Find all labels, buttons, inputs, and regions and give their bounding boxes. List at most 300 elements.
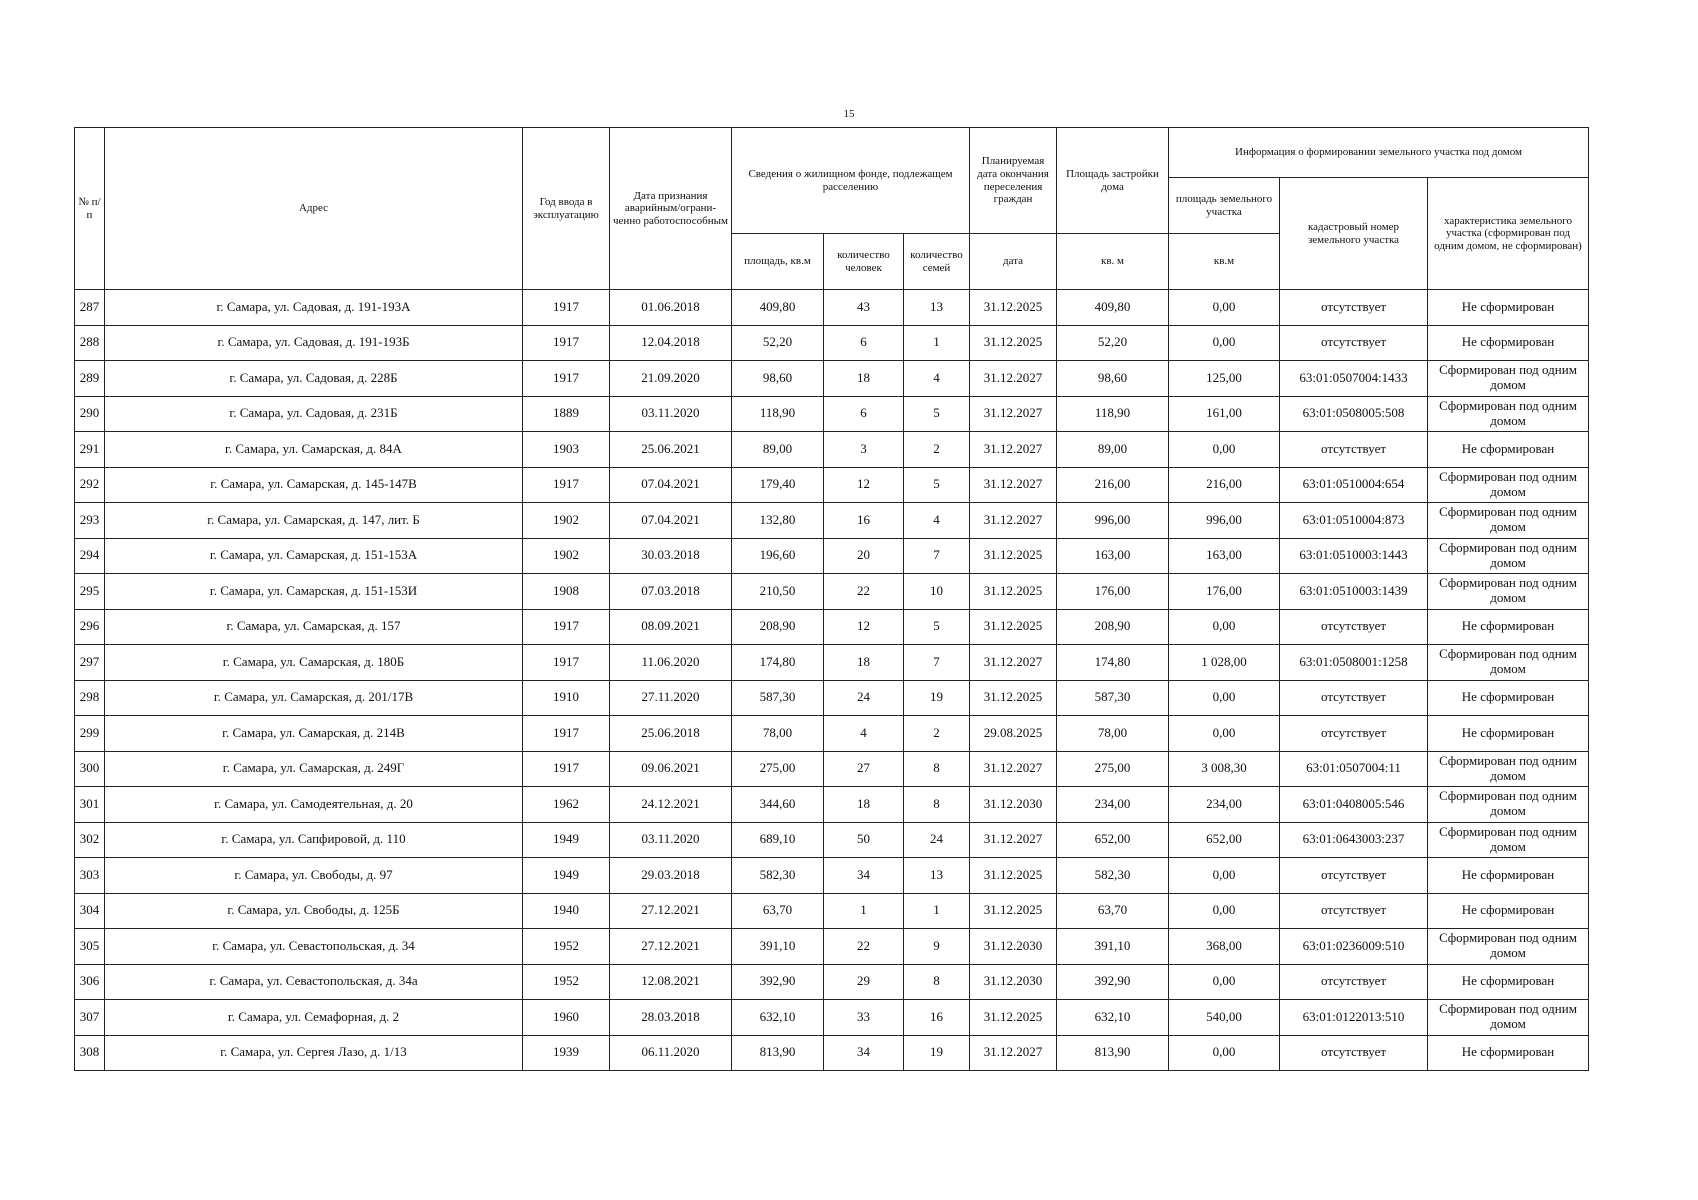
table-row: [75, 290, 1589, 326]
row-number: 299: [75, 716, 105, 752]
row-date-recognized: 07.04.2021: [610, 467, 732, 503]
row-characteristic: Не сформирован: [1428, 893, 1589, 929]
row-cadastral: 63:01:0507004:1433: [1280, 361, 1428, 397]
row-year: 1902: [523, 538, 610, 574]
row-cadastral: 63:01:0643003:237: [1280, 822, 1428, 858]
row-address: г. Самара, ул. Самарская, д. 145-147В: [105, 467, 523, 503]
header-housing-group: Сведения о жилищном фонде, подлежащем расселению: [732, 128, 970, 234]
row-year: 1903: [523, 432, 610, 468]
row-characteristic: Не сформирован: [1428, 716, 1589, 752]
row-land-area: 0,00: [1169, 716, 1280, 752]
row-planned-date: 31.12.2027: [970, 751, 1057, 787]
row-built-area: 216,00: [1057, 467, 1169, 503]
row-built-area: 234,00: [1057, 787, 1169, 823]
row-people: 18: [824, 361, 904, 397]
row-year: 1908: [523, 574, 610, 610]
row-built-area: 391,10: [1057, 929, 1169, 965]
row-characteristic: Не сформирован: [1428, 432, 1589, 468]
row-area: 409,80: [732, 290, 824, 326]
row-cadastral: отсутствует: [1280, 858, 1428, 894]
row-number: 294: [75, 538, 105, 574]
row-planned-date: 31.12.2030: [970, 964, 1057, 1000]
row-date-recognized: 25.06.2021: [610, 432, 732, 468]
row-characteristic: Сформирован под одним домом: [1428, 1000, 1589, 1036]
row-address: г. Самара, ул. Самарская, д. 180Б: [105, 645, 523, 681]
table-row: [75, 858, 1589, 894]
row-area: 392,90: [732, 964, 824, 1000]
row-year: 1952: [523, 964, 610, 1000]
table-row: [75, 574, 1589, 610]
row-planned-date: 31.12.2025: [970, 325, 1057, 361]
header-built-area-unit: кв. м: [1057, 234, 1169, 290]
row-built-area: 174,80: [1057, 645, 1169, 681]
row-area: 52,20: [732, 325, 824, 361]
row-land-area: 0,00: [1169, 893, 1280, 929]
row-address: г. Самара, ул. Самарская, д. 157: [105, 609, 523, 645]
row-families: 8: [904, 751, 970, 787]
row-area: 344,60: [732, 787, 824, 823]
row-cadastral: отсутствует: [1280, 1035, 1428, 1071]
row-planned-date: 31.12.2025: [970, 893, 1057, 929]
row-cadastral: 63:01:0408005:546: [1280, 787, 1428, 823]
row-families: 10: [904, 574, 970, 610]
row-area: 78,00: [732, 716, 824, 752]
row-number: 304: [75, 893, 105, 929]
row-address: г. Самара, ул. Самарская, д. 147, лит. Б: [105, 503, 523, 539]
row-families: 7: [904, 538, 970, 574]
row-planned-date: 31.12.2030: [970, 929, 1057, 965]
row-number: 297: [75, 645, 105, 681]
table-row: [75, 680, 1589, 716]
row-people: 3: [824, 432, 904, 468]
row-families: 4: [904, 361, 970, 397]
row-people: 50: [824, 822, 904, 858]
row-families: 13: [904, 290, 970, 326]
row-people: 18: [824, 645, 904, 681]
table-row: [75, 716, 1589, 752]
row-planned-date: 31.12.2025: [970, 858, 1057, 894]
row-land-area: 1 028,00: [1169, 645, 1280, 681]
row-area: 196,60: [732, 538, 824, 574]
row-address: г. Самара, ул. Сапфировой, д. 110: [105, 822, 523, 858]
row-area: 132,80: [732, 503, 824, 539]
row-people: 22: [824, 574, 904, 610]
row-planned-date: 31.12.2027: [970, 396, 1057, 432]
row-built-area: 78,00: [1057, 716, 1169, 752]
row-land-area: 0,00: [1169, 609, 1280, 645]
row-number: 302: [75, 822, 105, 858]
row-address: г. Самара, ул. Севастопольская, д. 34а: [105, 964, 523, 1000]
row-planned-date: 29.08.2025: [970, 716, 1057, 752]
table-row: [75, 1035, 1589, 1071]
row-year: 1960: [523, 1000, 610, 1036]
row-number: 292: [75, 467, 105, 503]
row-date-recognized: 01.06.2018: [610, 290, 732, 326]
row-date-recognized: 25.06.2018: [610, 716, 732, 752]
row-area: 118,90: [732, 396, 824, 432]
row-date-recognized: 12.08.2021: [610, 964, 732, 1000]
row-characteristic: Не сформирован: [1428, 1035, 1589, 1071]
row-land-area: 0,00: [1169, 680, 1280, 716]
row-cadastral: 63:01:0122013:510: [1280, 1000, 1428, 1036]
row-year: 1940: [523, 893, 610, 929]
row-land-area: 996,00: [1169, 503, 1280, 539]
row-date-recognized: 21.09.2020: [610, 361, 732, 397]
table-row: [75, 325, 1589, 361]
row-year: 1939: [523, 1035, 610, 1071]
row-address: г. Самара, ул. Самарская, д. 201/17В: [105, 680, 523, 716]
row-families: 2: [904, 716, 970, 752]
row-cadastral: 63:01:0507004:11: [1280, 751, 1428, 787]
table-row: [75, 929, 1589, 965]
row-families: 5: [904, 609, 970, 645]
row-land-area: 0,00: [1169, 858, 1280, 894]
row-people: 29: [824, 964, 904, 1000]
row-area: 632,10: [732, 1000, 824, 1036]
header-year: Год ввода в эксплуатацию: [523, 128, 610, 290]
row-planned-date: 31.12.2025: [970, 538, 1057, 574]
header-land-area-unit: кв.м: [1169, 234, 1280, 290]
row-land-area: 0,00: [1169, 432, 1280, 468]
row-built-area: 996,00: [1057, 503, 1169, 539]
row-date-recognized: 30.03.2018: [610, 538, 732, 574]
row-people: 24: [824, 680, 904, 716]
row-characteristic: Сформирован под одним домом: [1428, 822, 1589, 858]
table-row: [75, 822, 1589, 858]
row-land-area: 540,00: [1169, 1000, 1280, 1036]
row-land-area: 176,00: [1169, 574, 1280, 610]
row-area: 179,40: [732, 467, 824, 503]
row-characteristic: Сформирован под одним домом: [1428, 467, 1589, 503]
row-people: 33: [824, 1000, 904, 1036]
row-built-area: 98,60: [1057, 361, 1169, 397]
row-cadastral: отсутствует: [1280, 716, 1428, 752]
page-number: 15: [843, 108, 855, 120]
row-built-area: 52,20: [1057, 325, 1169, 361]
row-area: 275,00: [732, 751, 824, 787]
row-planned-date: 31.12.2025: [970, 609, 1057, 645]
row-date-recognized: 03.11.2020: [610, 396, 732, 432]
row-families: 7: [904, 645, 970, 681]
table-row: [75, 396, 1589, 432]
header-address: Адрес: [105, 128, 523, 290]
row-year: 1910: [523, 680, 610, 716]
row-families: 19: [904, 680, 970, 716]
row-cadastral: 63:01:0508005:508: [1280, 396, 1428, 432]
row-characteristic: Сформирован под одним домом: [1428, 787, 1589, 823]
row-planned-date: 31.12.2025: [970, 574, 1057, 610]
row-land-area: 652,00: [1169, 822, 1280, 858]
header-num: № п/п: [75, 128, 105, 290]
row-planned-date: 31.12.2027: [970, 432, 1057, 468]
row-people: 16: [824, 503, 904, 539]
table-row: [75, 1000, 1589, 1036]
header-date-sub: дата: [970, 234, 1057, 290]
row-characteristic: Не сформирован: [1428, 290, 1589, 326]
row-number: 303: [75, 858, 105, 894]
table-row: [75, 787, 1589, 823]
row-characteristic: Сформирован под одним домом: [1428, 361, 1589, 397]
row-built-area: 652,00: [1057, 822, 1169, 858]
row-date-recognized: 29.03.2018: [610, 858, 732, 894]
row-area: 582,30: [732, 858, 824, 894]
row-characteristic: Не сформирован: [1428, 325, 1589, 361]
row-planned-date: 31.12.2030: [970, 787, 1057, 823]
row-cadastral: отсутствует: [1280, 680, 1428, 716]
row-address: г. Самара, ул. Самарская, д. 151-153И: [105, 574, 523, 610]
row-number: 293: [75, 503, 105, 539]
table-body: [75, 290, 1589, 1071]
row-number: 307: [75, 1000, 105, 1036]
row-land-area: 3 008,30: [1169, 751, 1280, 787]
row-area: 813,90: [732, 1035, 824, 1071]
header-land-group: Информация о формировании земельного участка под домом: [1169, 128, 1589, 178]
row-built-area: 89,00: [1057, 432, 1169, 468]
row-characteristic: Сформирован под одним домом: [1428, 538, 1589, 574]
row-characteristic: Сформирован под одним домом: [1428, 503, 1589, 539]
row-number: 289: [75, 361, 105, 397]
row-number: 288: [75, 325, 105, 361]
row-address: г. Самара, ул. Самодеятельная, д. 20: [105, 787, 523, 823]
table-row: [75, 751, 1589, 787]
row-date-recognized: 06.11.2020: [610, 1035, 732, 1071]
table-row: [75, 467, 1589, 503]
row-families: 9: [904, 929, 970, 965]
row-land-area: 163,00: [1169, 538, 1280, 574]
row-year: 1902: [523, 503, 610, 539]
row-address: г. Самара, ул. Свободы, д. 97: [105, 858, 523, 894]
row-land-area: 368,00: [1169, 929, 1280, 965]
row-characteristic: Не сформирован: [1428, 858, 1589, 894]
header-families: количество семей: [904, 234, 970, 290]
row-families: 1: [904, 893, 970, 929]
row-number: 300: [75, 751, 105, 787]
row-cadastral: 63:01:0510003:1443: [1280, 538, 1428, 574]
header-planned-date: Планируемая дата окончания переселения граждан: [970, 128, 1057, 234]
row-year: 1917: [523, 716, 610, 752]
row-characteristic: Сформирован под одним домом: [1428, 751, 1589, 787]
row-address: г. Самара, ул. Сергея Лазо, д. 1/13: [105, 1035, 523, 1071]
row-area: 587,30: [732, 680, 824, 716]
row-land-area: 0,00: [1169, 964, 1280, 1000]
row-families: 13: [904, 858, 970, 894]
row-cadastral: отсутствует: [1280, 964, 1428, 1000]
emergency-housing-table: [74, 127, 1589, 1071]
row-area: 89,00: [732, 432, 824, 468]
table-row: [75, 538, 1589, 574]
table-row: [75, 645, 1589, 681]
table-row: [75, 964, 1589, 1000]
row-number: 287: [75, 290, 105, 326]
row-address: г. Самара, ул. Садовая, д. 191-193Б: [105, 325, 523, 361]
row-built-area: 275,00: [1057, 751, 1169, 787]
row-number: 301: [75, 787, 105, 823]
row-cadastral: отсутствует: [1280, 609, 1428, 645]
row-address: г. Самара, ул. Севастопольская, д. 34: [105, 929, 523, 965]
row-built-area: 632,10: [1057, 1000, 1169, 1036]
row-land-area: 125,00: [1169, 361, 1280, 397]
row-characteristic: Сформирован под одним домом: [1428, 574, 1589, 610]
row-families: 2: [904, 432, 970, 468]
row-address: г. Самара, ул. Самарская, д. 84А: [105, 432, 523, 468]
header-date-recognized: Дата признания аварийным/ограни-ченно работоспособным: [610, 128, 732, 290]
row-planned-date: 31.12.2025: [970, 290, 1057, 326]
row-area: 210,50: [732, 574, 824, 610]
row-characteristic: Не сформирован: [1428, 609, 1589, 645]
table-row: [75, 432, 1589, 468]
row-families: 5: [904, 467, 970, 503]
row-planned-date: 31.12.2027: [970, 645, 1057, 681]
row-year: 1917: [523, 609, 610, 645]
row-people: 4: [824, 716, 904, 752]
row-year: 1917: [523, 290, 610, 326]
row-number: 291: [75, 432, 105, 468]
table-row: [75, 893, 1589, 929]
row-people: 20: [824, 538, 904, 574]
header-land-area: площадь земельного участка: [1169, 178, 1280, 234]
row-characteristic: Сформирован под одним домом: [1428, 396, 1589, 432]
row-number: 306: [75, 964, 105, 1000]
row-characteristic: Не сформирован: [1428, 964, 1589, 1000]
row-year: 1917: [523, 361, 610, 397]
row-number: 305: [75, 929, 105, 965]
row-characteristic: Сформирован под одним домом: [1428, 645, 1589, 681]
row-year: 1952: [523, 929, 610, 965]
row-address: г. Самара, ул. Садовая, д. 228Б: [105, 361, 523, 397]
row-families: 1: [904, 325, 970, 361]
row-year: 1917: [523, 645, 610, 681]
row-characteristic: Не сформирован: [1428, 680, 1589, 716]
row-built-area: 582,30: [1057, 858, 1169, 894]
row-land-area: 0,00: [1169, 290, 1280, 326]
row-address: г. Самара, ул. Семафорная, д. 2: [105, 1000, 523, 1036]
row-year: 1917: [523, 751, 610, 787]
row-built-area: 163,00: [1057, 538, 1169, 574]
row-planned-date: 31.12.2027: [970, 503, 1057, 539]
header-characteristic: характеристика земельного участка (сформирован под одним домом, не сформирован): [1428, 178, 1589, 290]
row-planned-date: 31.12.2027: [970, 1035, 1057, 1071]
row-year: 1889: [523, 396, 610, 432]
row-year: 1917: [523, 325, 610, 361]
row-built-area: 63,70: [1057, 893, 1169, 929]
row-area: 391,10: [732, 929, 824, 965]
row-land-area: 0,00: [1169, 1035, 1280, 1071]
row-built-area: 409,80: [1057, 290, 1169, 326]
row-address: г. Самара, ул. Садовая, д. 191-193А: [105, 290, 523, 326]
row-people: 6: [824, 396, 904, 432]
row-built-area: 813,90: [1057, 1035, 1169, 1071]
row-number: 295: [75, 574, 105, 610]
row-area: 174,80: [732, 645, 824, 681]
row-people: 22: [824, 929, 904, 965]
row-date-recognized: 08.09.2021: [610, 609, 732, 645]
row-address: г. Самара, ул. Самарская, д. 249Г: [105, 751, 523, 787]
row-address: г. Самара, ул. Садовая, д. 231Б: [105, 396, 523, 432]
row-people: 1: [824, 893, 904, 929]
header-people: количество человек: [824, 234, 904, 290]
row-land-area: 234,00: [1169, 787, 1280, 823]
row-land-area: 0,00: [1169, 325, 1280, 361]
row-families: 19: [904, 1035, 970, 1071]
row-planned-date: 31.12.2027: [970, 822, 1057, 858]
row-date-recognized: 27.12.2021: [610, 929, 732, 965]
row-date-recognized: 09.06.2021: [610, 751, 732, 787]
row-people: 6: [824, 325, 904, 361]
row-land-area: 216,00: [1169, 467, 1280, 503]
row-area: 689,10: [732, 822, 824, 858]
row-characteristic: Сформирован под одним домом: [1428, 929, 1589, 965]
row-planned-date: 31.12.2025: [970, 1000, 1057, 1036]
row-cadastral: 63:01:0510004:873: [1280, 503, 1428, 539]
row-number: 308: [75, 1035, 105, 1071]
table-row: [75, 503, 1589, 539]
row-date-recognized: 12.04.2018: [610, 325, 732, 361]
row-number: 290: [75, 396, 105, 432]
row-area: 63,70: [732, 893, 824, 929]
row-date-recognized: 03.11.2020: [610, 822, 732, 858]
row-people: 18: [824, 787, 904, 823]
row-families: 24: [904, 822, 970, 858]
row-cadastral: отсутствует: [1280, 432, 1428, 468]
row-address: г. Самара, ул. Самарская, д. 214В: [105, 716, 523, 752]
row-planned-date: 31.12.2027: [970, 361, 1057, 397]
row-date-recognized: 27.12.2021: [610, 893, 732, 929]
header-built-area: Площадь застройки дома: [1057, 128, 1169, 234]
row-cadastral: 63:01:0510003:1439: [1280, 574, 1428, 610]
table-row: [75, 609, 1589, 645]
row-people: 27: [824, 751, 904, 787]
row-people: 34: [824, 1035, 904, 1071]
row-cadastral: отсутствует: [1280, 290, 1428, 326]
row-people: 12: [824, 467, 904, 503]
row-built-area: 118,90: [1057, 396, 1169, 432]
row-built-area: 587,30: [1057, 680, 1169, 716]
row-families: 16: [904, 1000, 970, 1036]
table-header: [75, 128, 1589, 290]
row-families: 8: [904, 787, 970, 823]
row-area: 208,90: [732, 609, 824, 645]
row-year: 1917: [523, 467, 610, 503]
row-date-recognized: 07.03.2018: [610, 574, 732, 610]
row-year: 1962: [523, 787, 610, 823]
table-row: [75, 361, 1589, 397]
row-people: 12: [824, 609, 904, 645]
row-built-area: 392,90: [1057, 964, 1169, 1000]
row-families: 5: [904, 396, 970, 432]
row-planned-date: 31.12.2025: [970, 680, 1057, 716]
row-date-recognized: 24.12.2021: [610, 787, 732, 823]
row-date-recognized: 07.04.2021: [610, 503, 732, 539]
row-date-recognized: 28.03.2018: [610, 1000, 732, 1036]
row-families: 4: [904, 503, 970, 539]
row-address: г. Самара, ул. Свободы, д. 125Б: [105, 893, 523, 929]
row-address: г. Самара, ул. Самарская, д. 151-153А: [105, 538, 523, 574]
row-people: 34: [824, 858, 904, 894]
header-area: площадь, кв.м: [732, 234, 824, 290]
row-built-area: 176,00: [1057, 574, 1169, 610]
row-cadastral: 63:01:0236009:510: [1280, 929, 1428, 965]
row-families: 8: [904, 964, 970, 1000]
row-planned-date: 31.12.2027: [970, 467, 1057, 503]
row-date-recognized: 27.11.2020: [610, 680, 732, 716]
row-number: 298: [75, 680, 105, 716]
row-year: 1949: [523, 822, 610, 858]
row-cadastral: 63:01:0510004:654: [1280, 467, 1428, 503]
row-number: 296: [75, 609, 105, 645]
row-land-area: 161,00: [1169, 396, 1280, 432]
row-date-recognized: 11.06.2020: [610, 645, 732, 681]
row-built-area: 208,90: [1057, 609, 1169, 645]
